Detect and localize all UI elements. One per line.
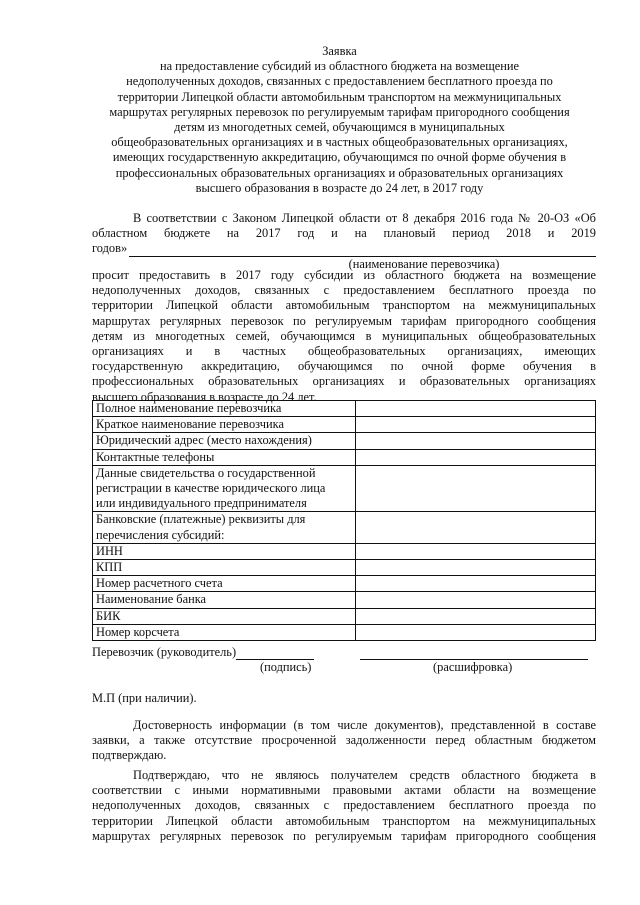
title-line: имеющих государственную аккредитацию, обучающимся по очной форме обучения в [112, 150, 567, 165]
request-line: просит предоставить в 2017 году субсидии из областного бюджета на возмещение [92, 268, 596, 282]
field-value-cell[interactable] [356, 465, 596, 512]
confirmation-line: Достоверность информации (в том числе документов), представленной в составе [133, 718, 596, 732]
field-value-cell[interactable] [356, 512, 596, 543]
field-value-cell[interactable] [356, 560, 596, 576]
carrier-details-table [92, 400, 596, 641]
intro-line: областном бюджете на 2017 год и на плановый период 2018 и 2019 [92, 226, 596, 241]
confirmation-line: подтверждаю. [92, 748, 167, 763]
table-row [93, 433, 596, 449]
table-row [93, 560, 596, 576]
confirmation-paragraph [92, 718, 596, 764]
non-recipient-line: соответствии с иными нормативными правовыми актами области на возмещение [92, 783, 596, 798]
table-row [93, 417, 596, 433]
intro-paragraph [92, 211, 596, 272]
title-line: общеобразовательных организациях и в частных общеобразовательных организациях, [111, 135, 568, 150]
field-label: Юридический адрес (место нахождения) [93, 433, 356, 449]
field-label: Номер корсчета [93, 624, 356, 640]
carrier-head-label: Перевозчик (руководитель) [92, 645, 237, 659]
non-recipient-line: маршрутах регулярных перевозок по регулируемым тарифам пригородного сообщения [92, 828, 596, 843]
table-row [93, 449, 596, 465]
non-recipient-line: недополученных доходов, связанных с предоставлением бесплатного проезда по [92, 798, 596, 813]
field-label: Контактные телефоны [93, 449, 356, 465]
field-label: Наименование банка [93, 592, 356, 608]
table-row [93, 465, 596, 512]
table-row [93, 543, 596, 559]
decoding-caption: (расшифровка) [433, 660, 513, 675]
title-line: маршрутах регулярных перевозок по регулируемым тарифам пригородного сообщения [109, 104, 570, 119]
table-row [93, 608, 596, 624]
request-line: государственную аккредитацию, обучающимся по очной форме обучения в [92, 359, 596, 374]
table-row [93, 576, 596, 592]
field-value-cell[interactable] [356, 592, 596, 608]
stamp-note: М.П (при наличии). [92, 691, 197, 705]
title-line: высшего образования в возрасте до 24 лет, в 2017 году [195, 180, 484, 195]
signature-field[interactable] [236, 647, 314, 660]
field-label: ИНН [93, 543, 356, 559]
request-line: маршрутах регулярных перевозок по регулируемым тарифам пригородного сообщения [92, 313, 596, 328]
field-value-cell[interactable] [356, 433, 596, 449]
request-line: профессиональных образовательных организациях и образовательных организациях [92, 374, 596, 389]
confirmation-line: заявки, а также отсутствие просроченной задолженности перед областным бюджетом [92, 733, 596, 748]
non-recipient-line: Подтверждаю, что не являюсь получателем средств областного бюджета в [133, 768, 596, 782]
signature-decoding-field[interactable] [360, 647, 588, 660]
document-title-block [92, 44, 587, 196]
table-row [93, 624, 596, 640]
field-value-cell[interactable] [356, 449, 596, 465]
request-line: детям из многодетных семей, обучающимся в муниципальных общеобразовательных [92, 328, 596, 343]
field-value-cell[interactable] [356, 608, 596, 624]
document-heading: Заявка [322, 44, 357, 58]
request-line: организациях и в частных общеобразовательных организациях, имеющих [92, 344, 596, 359]
signature-caption: (подпись) [260, 660, 312, 675]
title-line: территории Липецкой области автомобильным транспортом на межмуниципальных [117, 89, 562, 104]
title-line: недополученных доходов, связанных с предоставлением бесплатного проезда по [126, 74, 553, 89]
field-label: Номер расчетного счета [93, 576, 356, 592]
field-label: КПП [93, 560, 356, 576]
field-label-line: Данные свидетельства о государственной [96, 465, 316, 480]
field-label-line: регистрации в качестве юридического лица [96, 481, 326, 496]
field-label: БИК [93, 608, 356, 624]
non-recipient-paragraph [92, 768, 596, 844]
field-value-cell[interactable] [356, 543, 596, 559]
field-label [93, 465, 356, 512]
request-line: территории Липецкой области автомобильным транспортом на межмуниципальных [92, 298, 596, 313]
field-label-line: или индивидуального предпринимателя [96, 496, 307, 511]
intro-line: В соответствии с Законом Липецкой области от 8 декабря 2016 года № 20-ОЗ «Об [133, 211, 596, 225]
field-label: Краткое наименование перевозчика [93, 417, 356, 433]
title-line: на предоставление субсидий из областного бюджета на возмещение [159, 59, 520, 74]
table-row [93, 401, 596, 417]
field-label-line: перечисления субсидий: [96, 527, 225, 542]
field-value-cell[interactable] [356, 417, 596, 433]
request-line: недополученных доходов, связанных с предоставлением бесплатного проезда по [92, 283, 596, 298]
carrier-name-field[interactable] [129, 244, 596, 257]
field-label [93, 512, 356, 543]
field-label: Полное наименование перевозчика [93, 401, 356, 417]
table-row [93, 592, 596, 608]
carrier-name-caption: (наименование перевозчика) [348, 256, 500, 271]
table-row [93, 512, 596, 543]
field-value-cell[interactable] [356, 401, 596, 417]
field-value-cell[interactable] [356, 624, 596, 640]
request-paragraph [92, 268, 596, 405]
request-line: высшего образования в возрасте до 24 лет. [92, 389, 317, 404]
non-recipient-line: территории Липецкой области автомобильным транспортом на межмуниципальных [92, 813, 596, 828]
signature-row [92, 645, 596, 660]
title-line: профессиональных образовательных организациях и образовательных организациях [115, 165, 564, 180]
signature-captions [92, 660, 596, 675]
title-line: детям из многодетных семей, обучающимся в муниципальных [174, 120, 505, 135]
carrier-name-row [92, 241, 596, 256]
intro-line: годов» [92, 241, 128, 256]
field-label-line: Банковские (платежные) реквизиты для [96, 512, 306, 527]
field-value-cell[interactable] [356, 576, 596, 592]
signature-block [92, 645, 596, 675]
